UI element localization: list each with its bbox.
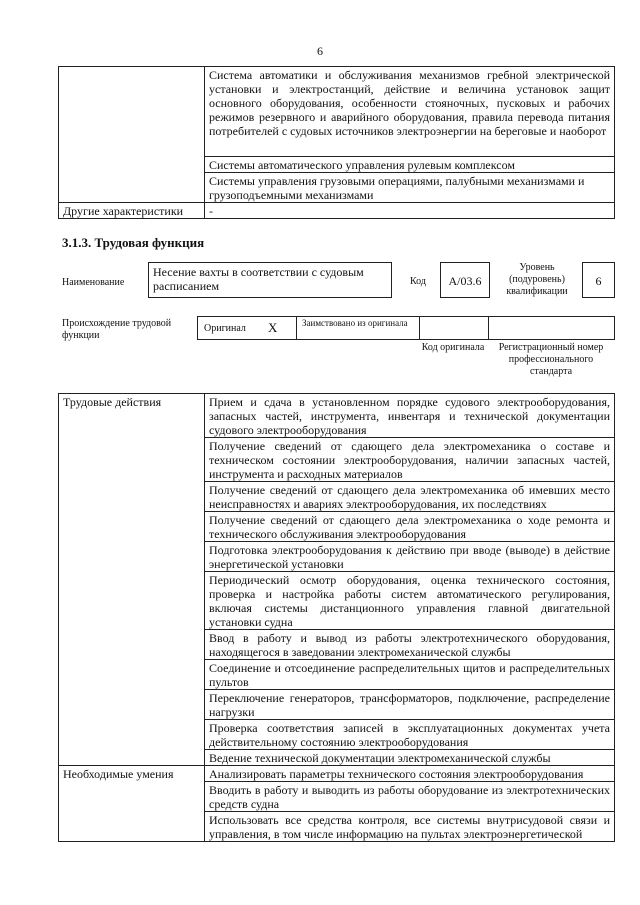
skill-item: Анализировать параметры технического состояния электрооборудования xyxy=(205,766,615,782)
origin-box xyxy=(197,316,615,340)
labor-action-item: Ведение технической документации электромеханической службы xyxy=(205,750,615,766)
labor-action-item: Получение сведений от сдающего дела электромеханика об имевших место неисправностях и авариях электрооборудования, их последствиях xyxy=(205,482,615,512)
labor-action-item: Соединение и отсоединение распределительных щитов и распределительных пультов xyxy=(205,660,615,690)
other-characteristics-value: - xyxy=(205,203,615,219)
labor-action-item: Подготовка электрооборудования к действию при вводе (выводе) в действие энергетической установки xyxy=(205,542,615,572)
labor-action-item: Получение сведений от сдающего дела электромеханика о составе и техническом состоянии электрооборудования, наличии запасных частей, инструмента и расходных материалов xyxy=(205,438,615,482)
name-label: Наименование xyxy=(62,277,125,288)
labor-action-item: Периодический осмотр оборудования, оценка технического состояния, проверка и настройка работы систем автоматического регулирования, включая системы дистанционного управления главной двигательной установки судна xyxy=(205,572,615,630)
level-label: Уровень (подуровень) квалификации xyxy=(506,262,568,297)
borrowed-label: Заимствовано из оригинала xyxy=(302,318,408,328)
empty-label-cell xyxy=(59,67,205,203)
skills-label: Необходимые умения xyxy=(59,766,205,842)
section-title: 3.1.3. Трудовая функция xyxy=(62,235,205,250)
skill-item: Вводить в работу и выводить из работы оборудование из электротехнических средств судна xyxy=(205,782,615,812)
labor-action-item: Получение сведений от сдающего дела электромеханика о ходе ремонта и технического обслуживания электрооборудования xyxy=(205,512,615,542)
reg-number-caption: Регистрационный номер профессионального стандарта xyxy=(498,342,604,377)
labor-action-item: Проверка соответствия записей в эксплуатационных документах учета действительному состоянию электрооборудования xyxy=(205,720,615,750)
function-name: Несение вахты в соответствии с судовым расписанием xyxy=(148,262,392,298)
skill-item: Использовать все средства контроля, все системы внутрисудовой связи и управления, в том числе информацию на пультах электроэнергетической xyxy=(205,812,615,842)
origin-label: Происхождение трудовой функции xyxy=(62,318,172,341)
other-characteristics-label: Другие характеристики xyxy=(59,203,205,219)
labor-function-table xyxy=(58,393,615,842)
labor-actions-label: Трудовые действия xyxy=(59,394,205,766)
knowledge-item: Системы автоматического управления рулевым комплексом xyxy=(205,157,615,173)
page-number: 6 xyxy=(317,44,323,58)
labor-action-item: Переключение генераторов, трансформаторов, подключение, распределение нагрузки xyxy=(205,690,615,720)
divider xyxy=(296,317,297,339)
original-label: Оригинал xyxy=(204,323,246,334)
labor-action-item: Прием и сдача в установленном порядке судового электрооборудования, запасных частей, инструмента, инвентаря и технической документации судового электрооборудования xyxy=(205,394,615,438)
divider xyxy=(488,317,489,339)
code-label: Код xyxy=(410,276,426,287)
level-value: 6 xyxy=(582,262,615,298)
divider xyxy=(419,317,420,339)
knowledge-item: Система автоматики и обслуживания механизмов гребной электрической установки и электростанций, действие и величина установок защит основного оборудования, особенности стояночных, пусковых и рабочих режимов резервного и аварийного оборудования, правила перевода питания потребителей с судовых источников электроэнергии на береговые и наоборот xyxy=(205,67,615,157)
function-code: A/03.6 xyxy=(440,262,490,298)
labor-action-item: Ввод в работу и вывод из работы электротехнического оборудования, находящегося в заведовании электромеханической службы xyxy=(205,630,615,660)
knowledge-item: Системы управления грузовыми операциями, палубными механизмами и грузоподъемными механизмами xyxy=(205,173,615,203)
code-original-caption: Код оригинала xyxy=(421,342,485,353)
knowledge-table xyxy=(58,66,615,219)
original-mark: X xyxy=(268,320,278,335)
